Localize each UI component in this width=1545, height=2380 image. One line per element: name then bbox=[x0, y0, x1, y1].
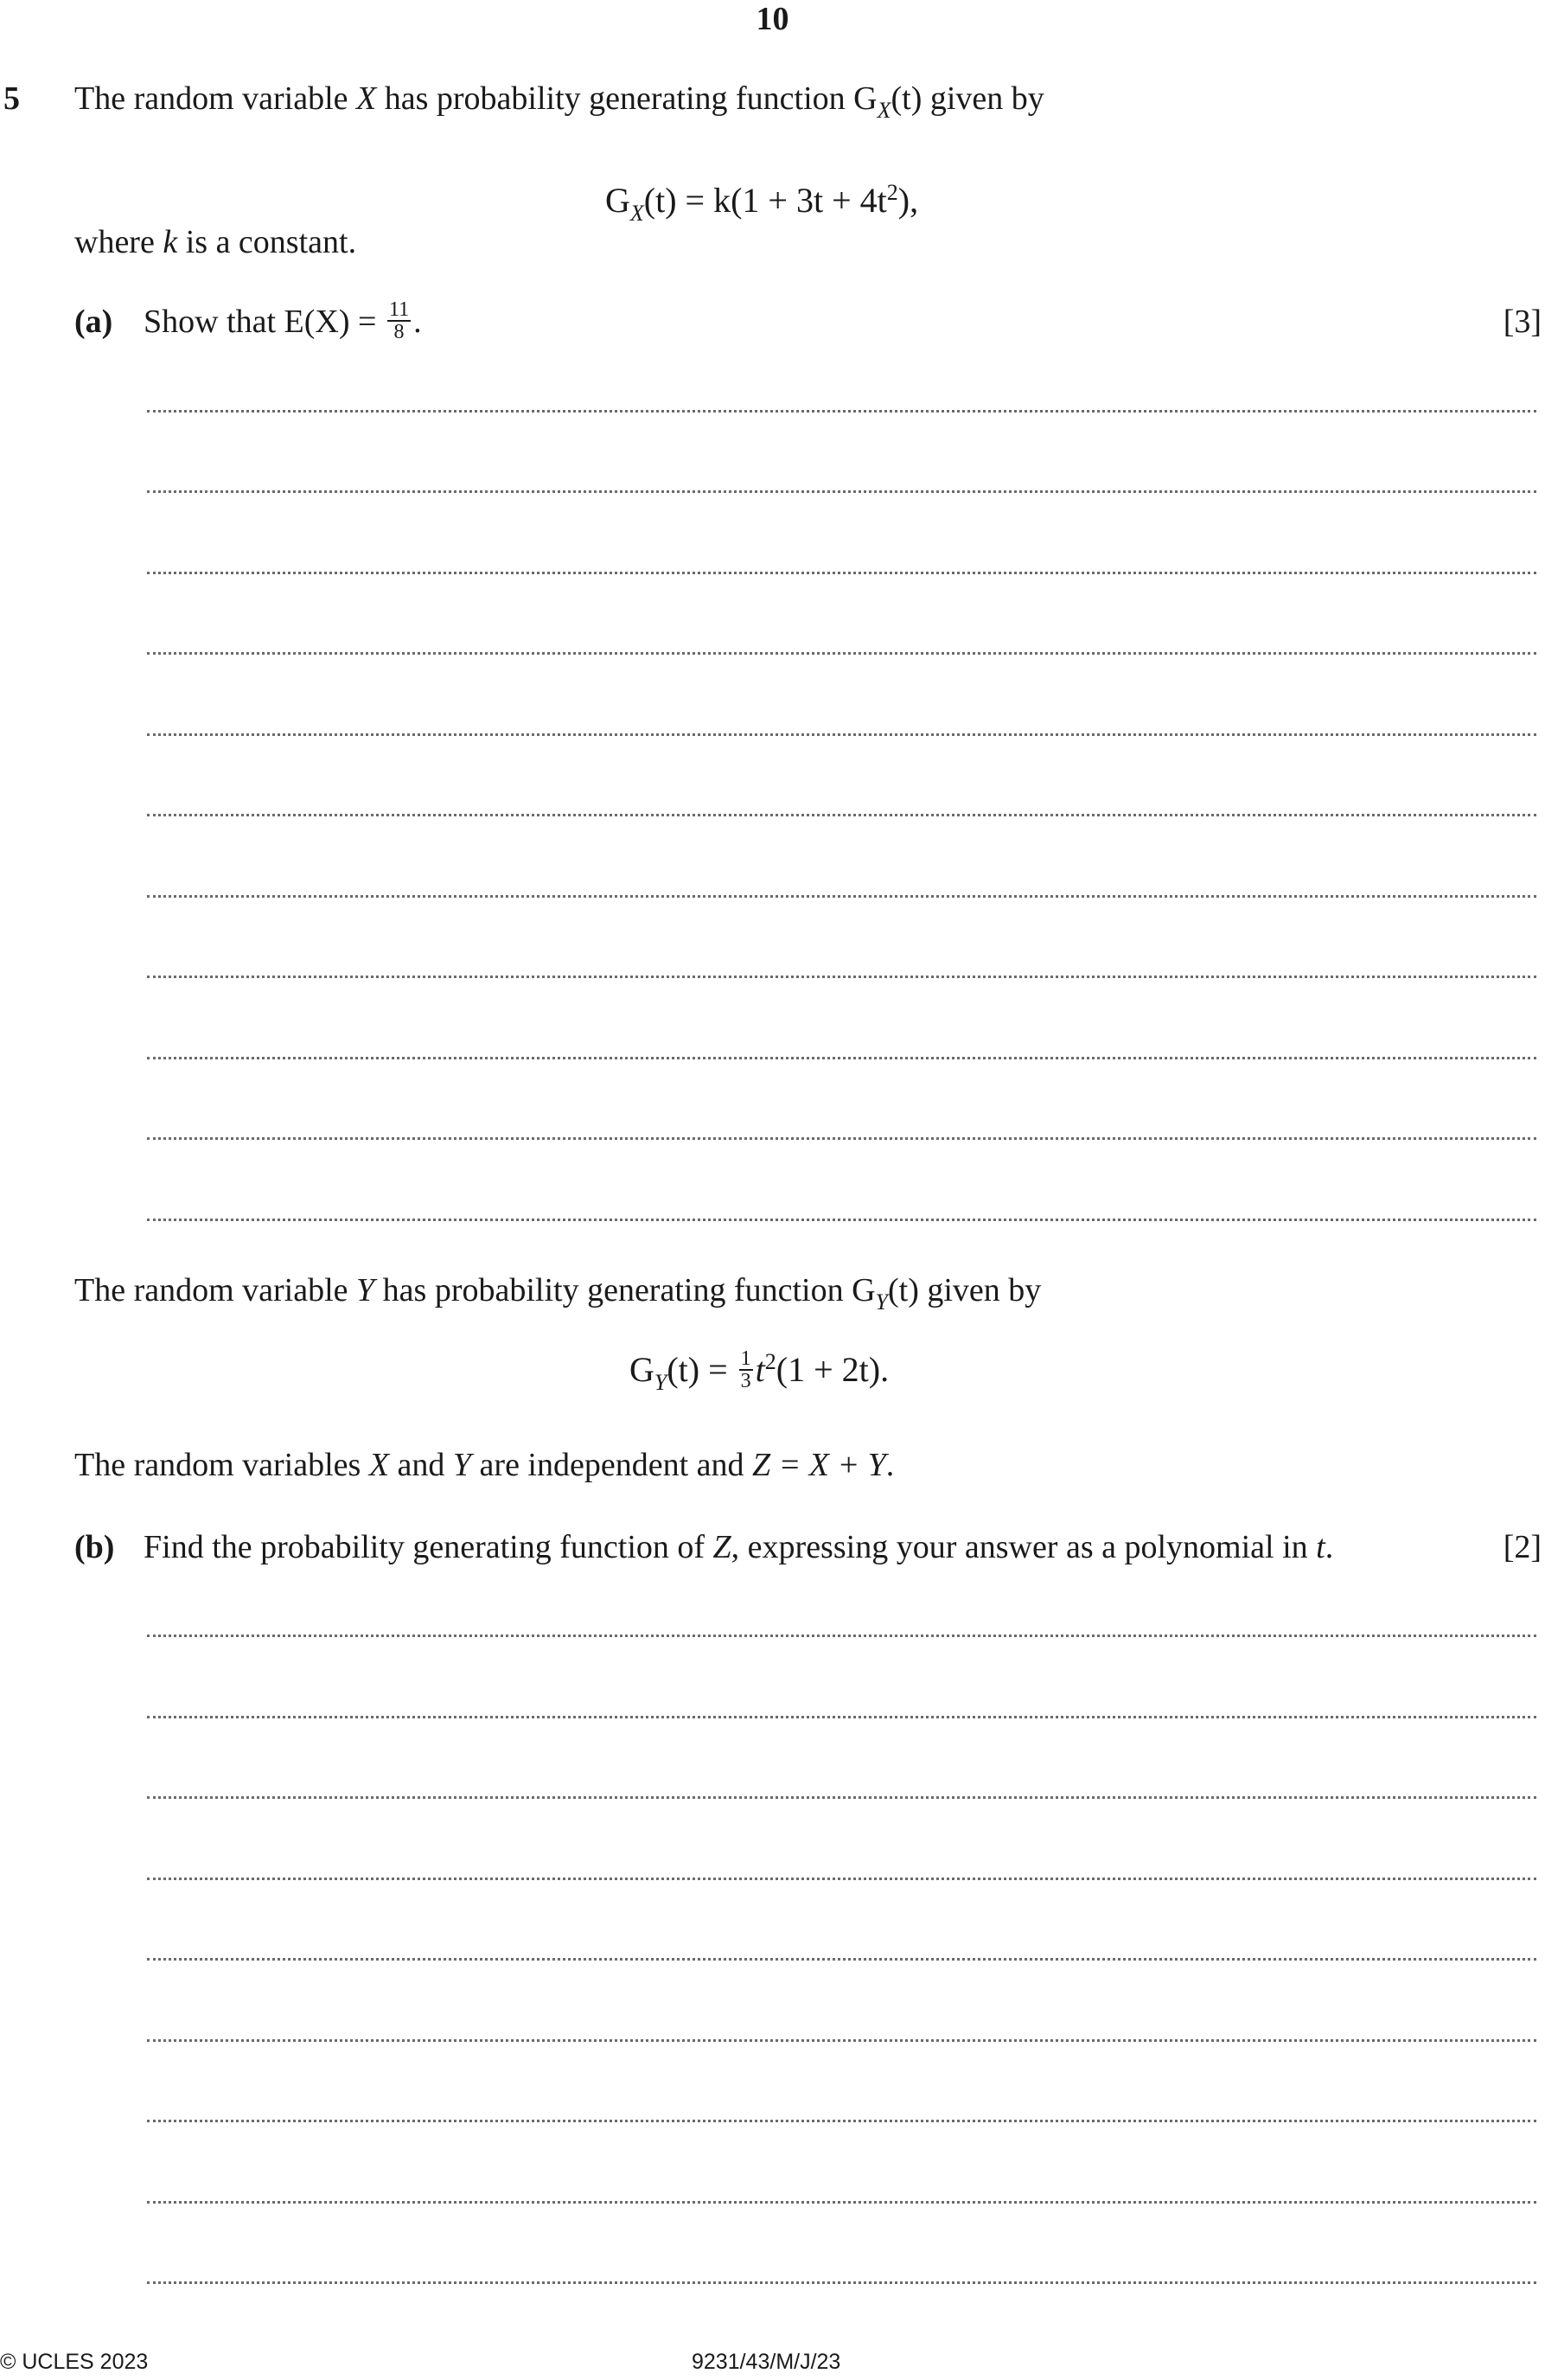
answer-line[interactable] bbox=[147, 1057, 1536, 1059]
answer-line[interactable] bbox=[147, 2201, 1536, 2204]
answer-line[interactable] bbox=[147, 490, 1536, 493]
answer-line[interactable] bbox=[147, 2120, 1536, 2122]
answer-line[interactable] bbox=[147, 814, 1536, 816]
answer-line[interactable] bbox=[147, 1878, 1536, 1880]
independence-text: The random variables X and Y are independent and Z = X + Y. bbox=[74, 1447, 895, 1483]
answer-line[interactable] bbox=[147, 2039, 1536, 2042]
fraction-1-3: $\frac{1}{3}$ bbox=[740, 1347, 751, 1392]
footer-copyright: © UCLES 2023 bbox=[0, 2350, 149, 2374]
question-intro: The random variable X has probability generating function $G_X(t)$ given by bbox=[74, 80, 1044, 123]
answer-line[interactable] bbox=[147, 652, 1536, 655]
fraction-11-8: $\frac{11}{8}$ bbox=[388, 298, 410, 344]
answer-line[interactable] bbox=[147, 1137, 1536, 1140]
question-number: 5 bbox=[3, 80, 20, 117]
formula-gy: $G_Y(t)$ = $\frac{1}{3}$ $t^2(1 + 2t)$. bbox=[629, 1347, 890, 1395]
page-number: 10 bbox=[756, 1, 789, 37]
answer-line[interactable] bbox=[147, 2281, 1536, 2284]
part-b-label: (b) bbox=[74, 1529, 115, 1565]
intro-y: The random variable Y has probability generating function $G_Y(t)$ given by bbox=[74, 1272, 1042, 1315]
answer-line[interactable] bbox=[147, 410, 1536, 413]
where-text: where k is a constant. bbox=[74, 224, 357, 260]
answer-line[interactable] bbox=[147, 1635, 1536, 1637]
answer-line[interactable] bbox=[147, 572, 1536, 574]
formula-gx: $G_X(t) = k(1 + 3t + 4t^2)$, bbox=[605, 180, 919, 226]
answer-line[interactable] bbox=[147, 1716, 1536, 1718]
part-a-marks: [3] bbox=[1503, 304, 1542, 340]
footer-paper-code: 9231/43/M/J/23 bbox=[692, 2350, 841, 2374]
answer-line[interactable] bbox=[147, 733, 1536, 736]
part-a-label: (a) bbox=[74, 304, 113, 340]
answer-line[interactable] bbox=[147, 976, 1536, 978]
answer-line[interactable] bbox=[147, 895, 1536, 898]
part-a-text: Show that E(X) = $\frac{11}{8}$ . bbox=[144, 298, 422, 344]
answer-line[interactable] bbox=[147, 1796, 1536, 1799]
part-b-text: Find the probability generating function of Z, expressing your answer as a polynomial in t. bbox=[144, 1529, 1334, 1565]
answer-line[interactable] bbox=[147, 1219, 1536, 1221]
part-b-marks: [2] bbox=[1503, 1529, 1542, 1565]
answer-line[interactable] bbox=[147, 1958, 1536, 1961]
